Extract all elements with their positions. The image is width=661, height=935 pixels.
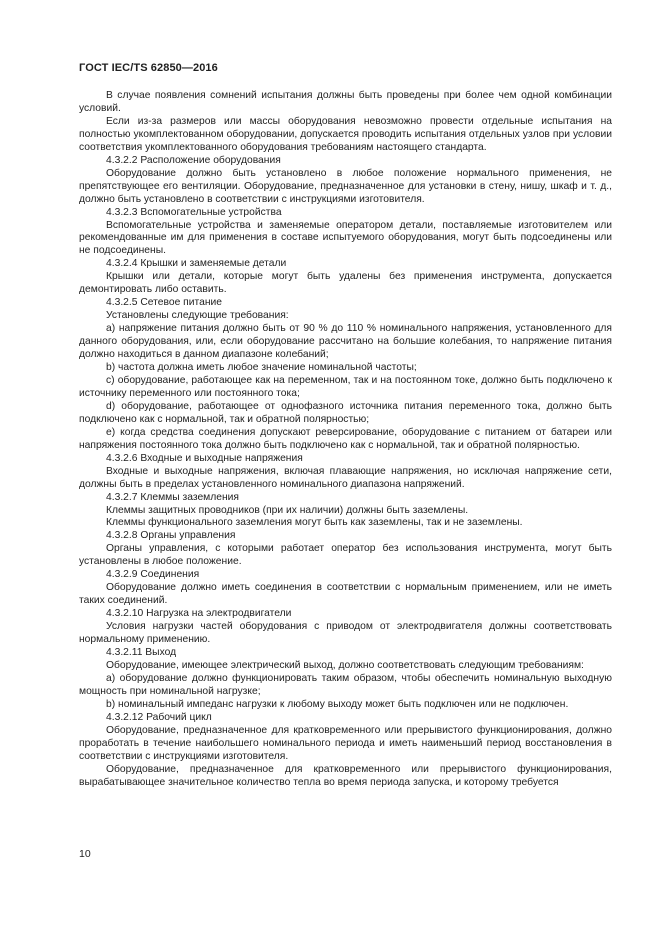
section-heading: 4.3.2.5 Сетевое питание <box>106 297 222 309</box>
page-number: 10 <box>79 848 91 860</box>
paragraph: Органы управления, с которыми работает оператор без использования инструмента, могут быть установлены в любое положение. <box>79 543 612 568</box>
paragraph: Оборудование, имеющее электрический выход, должно соответствовать следующим требованиям: <box>106 659 584 671</box>
section-heading: 4.3.2.6 Входные и выходные напряжения <box>106 452 303 464</box>
section-heading: 4.3.2.9 Соединения <box>106 569 200 581</box>
section-heading: 4.3.2.4 Крышки и заменяемые детали <box>106 258 287 270</box>
paragraph: b) частота должна иметь любое значение номинальной частоты; <box>106 362 417 374</box>
paragraph: Входные и выходные напряжения, включая плавающие напряжения, но исключая напряжение сети, должны быть в пределах установленного номинального диапазона напряжений. <box>79 465 612 490</box>
section-heading: 4.3.2.7 Клеммы заземления <box>106 491 239 503</box>
paragraph: Оборудование, предназначенное для кратковременного или прерывистого функционирования, должно проработать в течение наибольшего номинального периода и иметь наименьший период восстановления в соответствии с инструкциями изготовителя. <box>79 724 612 762</box>
paragraph: Оборудование должно иметь соединения в соответствии с нормальным применением, или не иметь таких соединений. <box>79 582 612 607</box>
paragraph: Условия нагрузки частей оборудования с приводом от электродвигателя должны соответствовать нормальному применению. <box>79 621 612 646</box>
paragraph: Установлены следующие требования: <box>106 310 289 322</box>
paragraph: Оборудование, предназначенное для кратковременного или прерывистого функционирования, вырабатывающее значительное количество тепла во время периода запуска, и которому требуется <box>79 763 612 788</box>
paragraph: e) когда средства соединения допускают реверсирование, оборудование с питанием от батареи или напряжения постоянного тока должно быть подключено как с нормальной, так и обратной полярностью. <box>79 426 612 451</box>
section-heading: 4.3.2.2 Расположение оборудования <box>106 154 281 166</box>
paragraph: Клеммы защитных проводников (при их наличии) должны быть заземлены. <box>106 504 469 516</box>
paragraph: Если из-за размеров или массы оборудования невозможно провести отдельные испытания на полностью укомплектованном оборудовании, допускается проводить испытания отдельных узлов при условии соответствия укомплектованного оборудования требованиям настоящего стандарта. <box>79 115 612 153</box>
document-header: ГОСТ IEC/TS 62850—2016 <box>79 62 218 74</box>
section-heading: 4.3.2.10 Нагрузка на электродвигатели <box>106 608 292 620</box>
paragraph: В случае появления сомнений испытания должны быть проведены при более чем одной комбинации условий. <box>79 90 612 114</box>
section-heading: 4.3.2.11 Выход <box>106 646 177 658</box>
paragraph: b) номинальный импеданс нагрузки к любому выходу может быть подключен или не подключен. <box>106 698 569 710</box>
document-body <box>79 90 612 789</box>
paragraph: a) напряжение питания должно быть от 90 % до 110 % номинального напряжения, установленного для данного оборудования, или, если оборудование рассчитано на большие колебания, то напряжение питания должно находиться в данном диапазоне колебаний; <box>79 323 612 361</box>
section-heading: 4.3.2.3 Вспомогательные устройства <box>106 206 282 218</box>
paragraph: Клеммы функционального заземления могут быть как заземлены, так и не заземлены. <box>106 517 523 529</box>
paragraph: Крышки или детали, которые могут быть удалены без применения инструмента, допускается демонтировать либо оставить. <box>79 271 612 296</box>
paragraph: Вспомогательные устройства и заменяемые оператором детали, поставляемые изготовителем или рекомендованные им для применения в составе испытуемого оборудования, могут быть подсоединены или не подсоединены. <box>79 219 612 257</box>
paragraph: a) оборудование должно функционировать таким образом, чтобы обеспечить номинальную выходную мощность при номинальной нагрузке; <box>79 672 612 697</box>
paragraph: c) оборудование, работающее как на переменном, так и на постоянном токе, должно быть подключено к источнику переменного или постоянного тока; <box>79 374 612 399</box>
paragraph: d) оборудование, работающее от однофазного источника питания переменного тока, должно быть подключено как с нормальной, так и обратной полярностью; <box>79 400 612 425</box>
paragraph: Оборудование должно быть установлено в любое положение нормального применения, не препятствующее его вентиляции. Оборудование, предназначенное для установки в стену, нишу, шкаф и т. д., должно быть установлено в соответствии с инструкциями изготовителя. <box>79 167 612 205</box>
section-heading: 4.3.2.12 Рабочий цикл <box>106 711 212 723</box>
section-heading: 4.3.2.8 Органы управления <box>106 530 236 542</box>
